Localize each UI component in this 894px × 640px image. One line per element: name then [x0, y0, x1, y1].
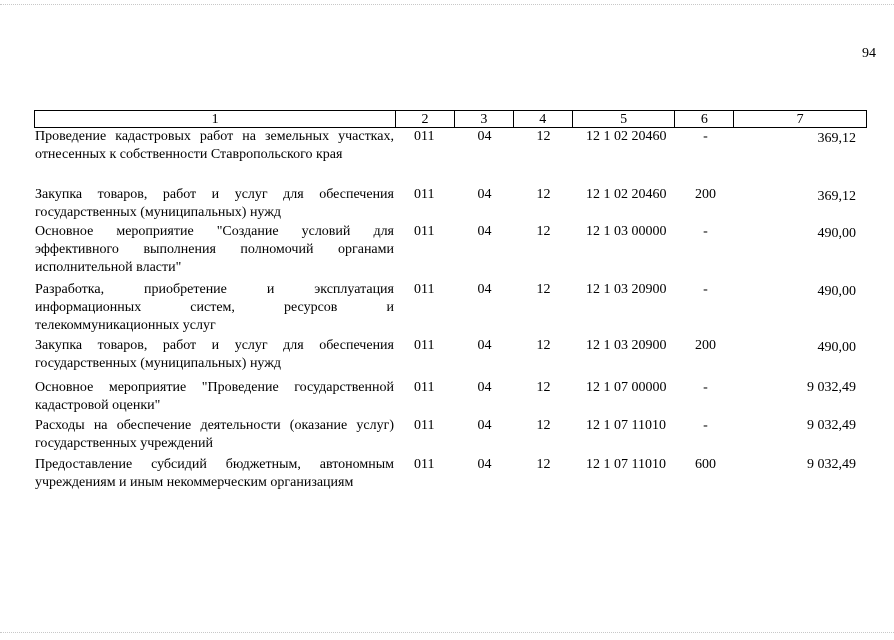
ministry-code: 011 [414, 129, 435, 144]
amount: 369,12 [817, 189, 856, 204]
target-article-code: 12 1 03 20900 [586, 338, 667, 353]
amount: 490,00 [817, 226, 856, 241]
section-code: 04 [477, 418, 492, 433]
subsection-code: 12 [536, 457, 551, 472]
table-row [34, 337, 867, 379]
header-col-3: 3 [455, 111, 514, 127]
header-col-5: 5 [573, 111, 676, 127]
table-row [34, 128, 867, 186]
expense-type-code: 200 [695, 187, 716, 202]
section-code: 04 [477, 380, 492, 395]
row-name: Основное мероприятие "Создание условий для эффективного выполнения полномочий органами исполнительной власти" [35, 224, 394, 275]
subsection-code: 12 [536, 418, 551, 433]
page-number: 94 [862, 46, 876, 61]
row-name: Закупка товаров, работ и услуг для обеспечения государственных (муниципальных) нужд [35, 338, 394, 371]
expense-type-code: 200 [695, 338, 716, 353]
table-row [34, 281, 867, 337]
row-name: Закупка товаров, работ и услуг для обеспечения государственных (муниципальных) нужд [35, 187, 394, 220]
ministry-code: 011 [414, 224, 435, 239]
section-code: 04 [477, 457, 492, 472]
table-row [34, 417, 867, 456]
section-code: 04 [477, 282, 492, 297]
subsection-code: 12 [536, 282, 551, 297]
header-col-4: 4 [514, 111, 573, 127]
table-row [34, 456, 867, 496]
scan-edge-top [0, 4, 894, 5]
target-article-code: 12 1 02 20460 [586, 129, 667, 144]
header-col-7: 7 [796, 112, 804, 127]
amount: 369,12 [817, 131, 856, 146]
expense-type-code: - [703, 224, 708, 239]
section-code: 04 [477, 129, 492, 144]
expense-type-code: - [703, 418, 708, 433]
subsection-code: 12 [536, 338, 551, 353]
expense-type-code: - [703, 380, 708, 395]
header-col-6: 6 [675, 111, 734, 127]
amount: 9 032,49 [807, 418, 856, 433]
expense-type-code: - [703, 129, 708, 144]
header-col-2: 2 [396, 111, 455, 127]
subsection-code: 12 [536, 380, 551, 395]
table-row [34, 379, 867, 417]
ministry-code: 011 [414, 282, 435, 297]
scan-edge-bottom [0, 632, 894, 633]
ministry-code: 011 [414, 457, 435, 472]
target-article-code: 12 1 07 11010 [586, 457, 666, 472]
section-code: 04 [477, 338, 492, 353]
ministry-code: 011 [414, 187, 435, 202]
table-row [34, 223, 867, 281]
row-name: Основное мероприятие "Проведение государственной кадастровой оценки" [35, 380, 394, 413]
row-name: Расходы на обеспечение деятельности (оказание услуг) государственных учреждений [35, 418, 394, 451]
table-header [34, 110, 867, 128]
section-code: 04 [477, 187, 492, 202]
section-code: 04 [477, 224, 492, 239]
ministry-code: 011 [414, 380, 435, 395]
budget-table [34, 110, 867, 496]
table-row [34, 186, 867, 223]
target-article-code: 12 1 07 11010 [586, 418, 666, 433]
target-article-code: 12 1 03 00000 [586, 224, 667, 239]
ministry-code: 011 [414, 418, 435, 433]
ministry-code: 011 [414, 338, 435, 353]
subsection-code: 12 [536, 129, 551, 144]
target-article-code: 12 1 07 00000 [586, 380, 667, 395]
row-name: Предоставление субсидий бюджетным, автономным учреждениям и иным некоммерческим организациям [35, 457, 394, 490]
target-article-code: 12 1 02 20460 [586, 187, 667, 202]
amount: 490,00 [817, 284, 856, 299]
amount: 9 032,49 [807, 457, 856, 472]
row-name: Разработка, приобретение и эксплуатация информационных систем, ресурсов и телекоммуникационных услуг [35, 282, 394, 333]
expense-type-code: - [703, 282, 708, 297]
row-name: Проведение кадастровых работ на земельных участках, отнесенных к собственности Ставропольского края [35, 129, 394, 162]
amount: 490,00 [817, 340, 856, 355]
amount: 9 032,49 [807, 380, 856, 395]
target-article-code: 12 1 03 20900 [586, 282, 667, 297]
subsection-code: 12 [536, 224, 551, 239]
subsection-code: 12 [536, 187, 551, 202]
expense-type-code: 600 [695, 457, 716, 472]
header-col-1: 1 [35, 111, 396, 127]
